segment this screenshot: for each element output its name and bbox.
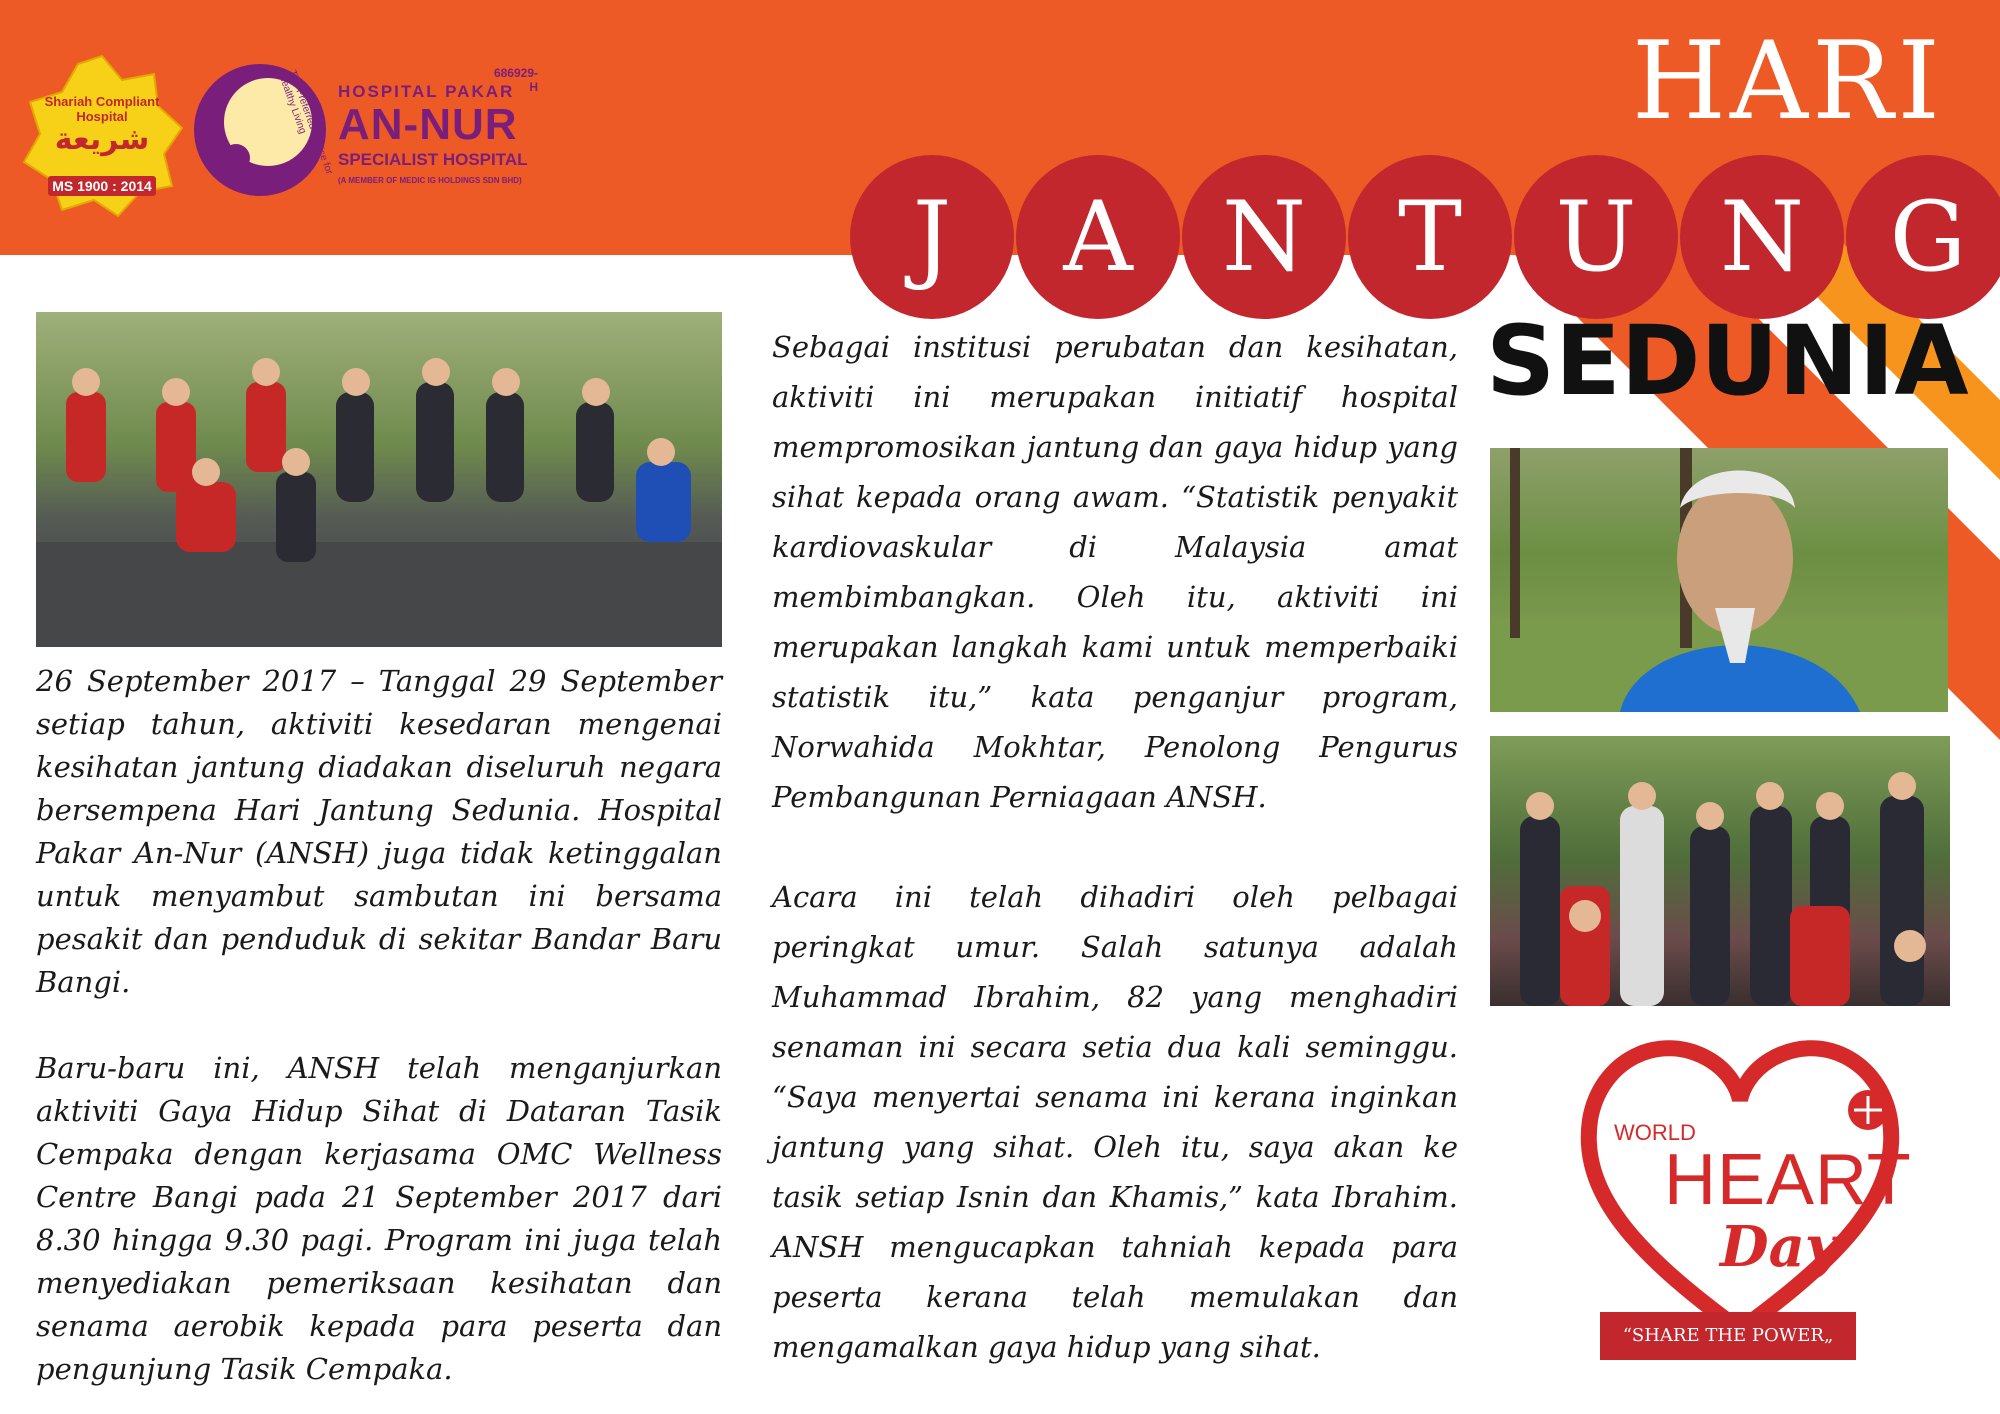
title-letter: J [850,155,1014,319]
article-column-right [772,322,1458,1372]
article-paragraph: Baru-baru ini, ANSH telah menganjurkan aktiviti Gaya Hidup Sihat di Dataran Tasik Cempaka dengan kerjasama OMC Wellness Centre Bangi pada 21 September 2017 dari 8.30 hingga 9.30 pagi. Program ini juga telah menyediakan pemeriksaan kesihatan dan senama aerobik kepada para peserta dan pengunjung Tasik Cempaka. [36,1051,722,1386]
article-paragraph: Acara ini telah dihadiri oleh pelbagai peringkat umur. Salah satunya adalah Muhammad Ibrahim, 82 yang menghadiri senaman ini secara setia dua kali seminggu. “Saya menyertai senama ini kerana inginkan jantung yang sihat. Oleh itu, saya akan ke tasik setiap Isnin dan Khamis,” kata Ibrahim. ANSH mengucapkan tahniah kepada para peserta kerana telah memulakan dan mengamalkan gaya hidup yang sihat. [772,880,1458,1364]
hospital-name-line2: AN-NUR [338,100,518,149]
title-letter: N [1182,155,1346,319]
elder-man-figure [1490,448,1948,712]
elder-photo [1490,448,1948,712]
hospital-tagline: The Preferred Choice for Healthy Living [276,68,335,176]
seal-top-text: Shariah Compliant Hospital [44,94,160,124]
seal-arabic-text: شريعة [54,122,150,157]
whd-heart-text: HEART [1664,1140,1912,1220]
hospital-member-line: (A MEMBER OF MEDIC IG HOLDINGS SDN BHD) [338,176,522,185]
group-photo-main [36,312,722,647]
article-column-left [36,660,722,1391]
seal-standard: MS 1900 : 2014 [48,176,156,196]
hospital-name-line3: SPECIALIST HOSPITAL [338,150,528,169]
whd-world-text: WORLD [1614,1120,1696,1145]
hospital-registration: 686929-H [493,66,538,94]
title-letter: U [1514,155,1678,319]
whd-day-text: Day [1720,1214,1838,1280]
article-paragraph: Sebagai institusi perubatan dan kesihatan, aktiviti ini merupakan initiatif hospital mempromosikan jantung dan gaya hidup yang sihat kepada orang awam. “Statistik penyakit kardiovaskular di Malaysia amat membimbangkan. Oleh itu, aktiviti ini merupakan langkah kami untuk memperbaiki statistik itu,” kata penganjur program, Norwahida Mokhtar, Penolong Pengurus Pembangunan Perniagaan ANSH. [772,330,1458,814]
title-sedunia: SEDUNIA [1486,305,1969,417]
group-photo-secondary [1490,736,1950,1006]
shariah-seal [18,52,186,220]
whd-ribbon: “SHARE THE POWER„ [1600,1312,1856,1360]
title-letter: A [1016,155,1180,319]
article-paragraph: 26 September 2017 – Tanggal 29 September setiap tahun, aktiviti kesedaran mengenai kesihatan jantung diadakan diseluruh negara bersempena Hari Jantung Sedunia. Hospital Pakar An-Nur (ANSH) juga tidak ketinggalan untuk menyambut sambutan ini bersama pesakit dan penduduk di sekitar Bandar Baru Bangi. [36,664,722,999]
title-letter: N [1680,155,1844,319]
group-people-figure [36,312,722,647]
title-hari: HARI [1631,19,1944,144]
group-crowd-figure [1490,736,1950,1006]
title-letter: G [1846,155,2000,319]
title-letter: T [1348,155,1512,319]
hospital-name-line1: HOSPITAL PAKAR [338,82,515,101]
title-jantung [850,155,2000,315]
